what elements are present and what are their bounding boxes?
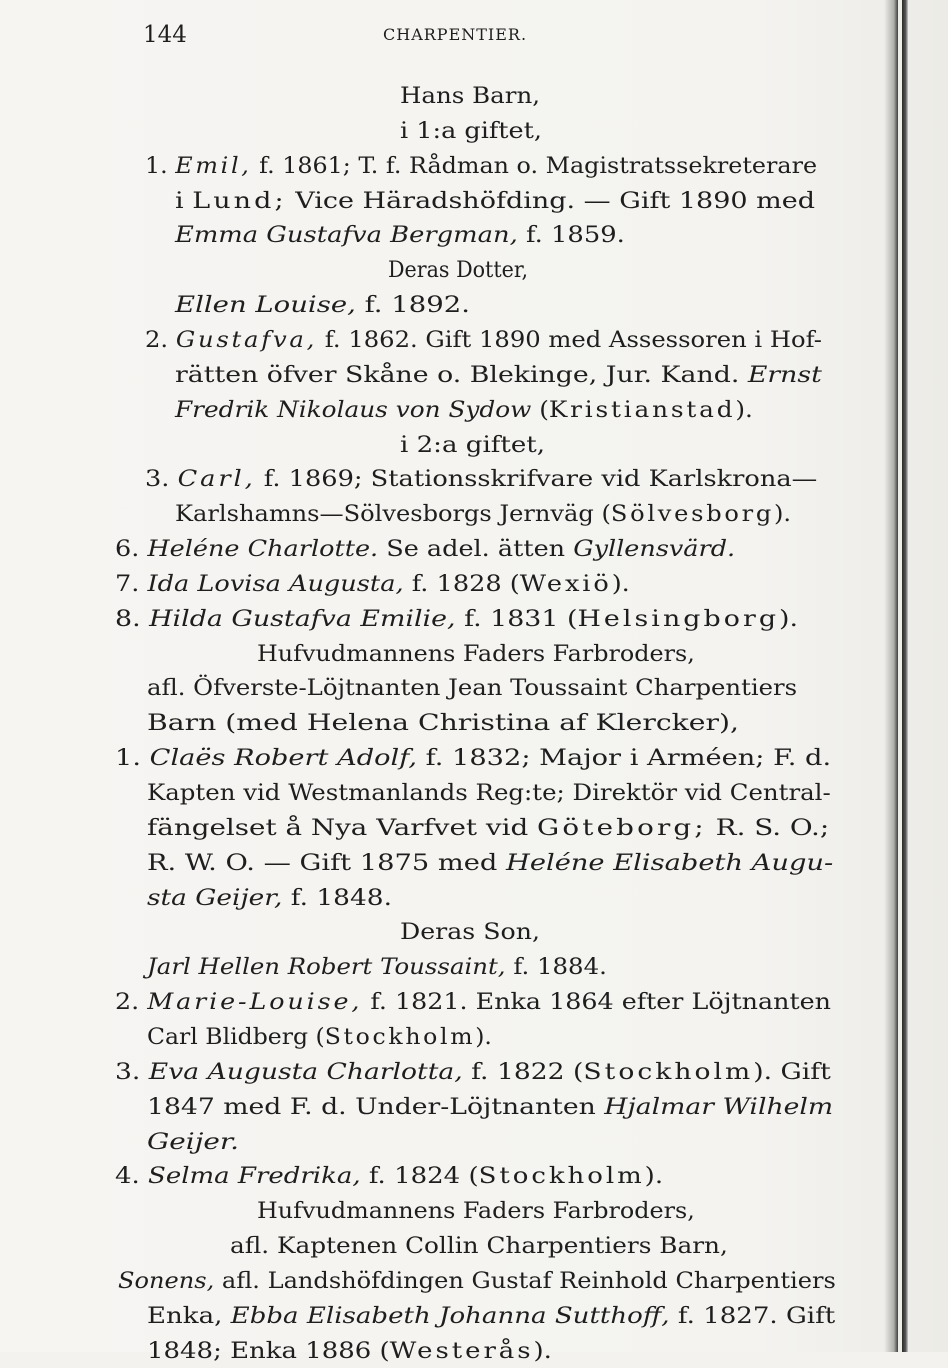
line-segment: Wexiö <box>519 571 612 597</box>
line-segment: f. 1884. <box>505 955 607 981</box>
line-segment: f. 1862. Gift 1890 med Assessoren i Hof- <box>317 327 822 353</box>
line-segment: Fredrik Nikolaus von Sydow <box>175 397 532 423</box>
line-segment: fängelset å Nya Varfvet vid <box>147 815 538 841</box>
line-segment: Helsingborg <box>577 606 780 632</box>
text-line <box>400 429 545 462</box>
text-line <box>257 1195 695 1228</box>
line-segment: Heléne Elisabeth Augu- <box>506 850 834 876</box>
line-segment: ). <box>611 571 630 597</box>
text-line <box>175 219 625 252</box>
line-segment: Ida Lovisa Augusta, <box>147 571 404 597</box>
text-line <box>115 1056 831 1089</box>
line-segment: Hans Barn, <box>400 84 541 109</box>
line-segment: Marie-Louise, <box>147 990 363 1016</box>
line-segment: f. 1824 ( <box>360 1164 479 1190</box>
text-line <box>147 951 607 984</box>
line-segment: ). <box>735 397 753 423</box>
text-line <box>147 812 829 845</box>
text-line <box>115 1160 663 1193</box>
text-line <box>400 115 542 148</box>
line-segment: i 2:a giftet, <box>400 432 546 458</box>
book-spine-edge <box>902 0 908 1352</box>
line-segment: Carl, <box>177 467 256 493</box>
line-segment: i 1:a giftet, <box>400 118 542 144</box>
line-segment: Deras Son, <box>400 920 541 946</box>
page-gutter-shadow <box>884 0 898 1352</box>
line-segment: Westerås <box>389 1338 534 1364</box>
line-segment: ). <box>533 1338 552 1364</box>
line-segment: afl. Kaptenen Collin Charpentiers Barn, <box>230 1234 728 1260</box>
text-line <box>115 742 831 775</box>
line-segment: 8. <box>115 606 150 632</box>
line-segment: f. 1832; Major i Arméen; F. d. <box>417 746 832 772</box>
line-segment: Carl Blidberg ( <box>147 1024 325 1050</box>
text-line <box>147 672 797 705</box>
line-segment: R. S. O.; <box>706 815 830 841</box>
line-segment: 1. <box>145 153 176 179</box>
text-line <box>147 1021 492 1054</box>
line-segment: Ebba Elisabeth Johanna Sutthoff, <box>230 1303 670 1329</box>
text-line <box>147 707 739 740</box>
line-segment: f. 1848. <box>282 885 392 911</box>
line-segment: 4. <box>115 1164 149 1190</box>
line-segment: Emma Gustafva Bergman, <box>175 223 518 249</box>
line-segment: R. W. O. — Gift 1875 med <box>147 850 507 876</box>
text-line <box>175 359 822 392</box>
line-segment: i <box>175 188 193 214</box>
line-segment: f. 1822 ( <box>462 1059 584 1085</box>
text-line <box>230 1230 728 1263</box>
line-segment: Kristianstad <box>548 397 736 423</box>
text-line <box>147 1091 833 1124</box>
text-line <box>175 185 815 218</box>
line-segment: f. 1861; T. f. Rådman o. Magistratssekreterare <box>251 153 818 179</box>
text-line <box>115 603 798 636</box>
line-segment: Selma Fredrika, <box>148 1164 361 1190</box>
line-segment: Gustafva, <box>175 327 318 353</box>
line-segment: Ernst <box>747 362 822 388</box>
line-segment: 1848; Enka 1886 ( <box>147 1338 390 1364</box>
line-segment: Stockholm <box>583 1059 754 1085</box>
line-segment: Sölvesborg <box>610 502 775 528</box>
text-line <box>145 324 822 357</box>
line-segment: Ellen Louise, <box>175 293 356 319</box>
line-segment: ). Gift <box>753 1059 831 1085</box>
text-line <box>147 1126 239 1159</box>
line-segment: Kapten vid Westmanlands Reg:te; Direktör vid Central- <box>147 781 831 806</box>
line-segment: Gyllensvärd. <box>573 537 736 563</box>
line-segment: Stockholm <box>324 1024 476 1050</box>
line-segment: 7. <box>115 571 148 597</box>
line-segment: f. 1827. Gift <box>669 1303 836 1329</box>
line-segment: 6. <box>115 537 148 563</box>
text-line <box>175 394 753 427</box>
line-segment: ). <box>774 502 792 528</box>
text-line <box>400 80 540 113</box>
page-number: 144 <box>143 22 187 48</box>
line-segment: 1847 med F. d. Under-Löjtnanten <box>147 1094 605 1120</box>
line-segment: Göteborg; <box>537 815 707 841</box>
line-segment: Hufvudmannens Faders Farbroders, <box>257 1199 695 1225</box>
line-segment: ). <box>644 1164 664 1190</box>
text-line <box>145 463 817 496</box>
text-line <box>147 777 831 810</box>
text-line <box>145 150 817 183</box>
line-segment: Jarl Hellen Robert Toussaint, <box>147 955 506 981</box>
text-line <box>147 847 833 880</box>
text-line <box>115 568 630 601</box>
line-segment: afl. Öfverste-Löjtnanten Jean Toussaint Charpentiers <box>147 676 798 702</box>
line-segment: 2. <box>145 327 176 353</box>
line-segment: Karlshamns—Sölvesborgs Jernväg ( <box>175 502 611 528</box>
line-segment: ). <box>779 606 799 632</box>
line-segment: Se adel. ätten <box>378 537 574 563</box>
line-segment: 3. <box>145 467 178 493</box>
line-segment: f. 1831 ( <box>455 606 578 632</box>
line-segment: ( <box>531 397 549 423</box>
line-segment: Sonens, <box>118 1268 215 1294</box>
line-segment: Hjalmar Wilhelm <box>604 1094 834 1120</box>
line-segment: Deras Dotter, <box>388 258 529 284</box>
line-segment: sta Geijer, <box>147 885 283 911</box>
line-segment: f. 1892. <box>355 293 471 319</box>
running-title: CHARPENTIER. <box>383 25 528 44</box>
text-line <box>175 498 791 531</box>
line-segment: Stockholm <box>478 1164 645 1190</box>
line-segment: Vice Häradshöfding. — Gift 1890 med <box>286 188 816 214</box>
text-line <box>115 986 831 1019</box>
line-segment: 1. <box>115 746 150 772</box>
text-line <box>257 638 695 671</box>
text-line <box>400 916 540 949</box>
line-segment: Geijer. <box>147 1129 240 1155</box>
line-segment: Heléne Charlotte. <box>147 537 379 563</box>
text-line <box>118 1265 836 1298</box>
line-segment: 2. <box>115 990 148 1016</box>
line-segment: Barn (med Helena Christina af Klercker), <box>147 711 740 737</box>
line-segment: rätten öfver Skåne o. Blekinge, Jur. Kand. <box>175 362 748 388</box>
line-segment: Lund; <box>192 188 287 214</box>
line-segment: f. 1869; Stationsskrifvare vid Karlskrona— <box>255 467 818 493</box>
text-line <box>147 1335 552 1368</box>
text-line <box>175 289 470 322</box>
line-segment: Claës Robert Adolf, <box>149 746 418 772</box>
line-segment: Enka, <box>147 1303 231 1329</box>
text-line <box>147 882 392 915</box>
line-segment: f. 1859. <box>517 223 625 249</box>
text-line <box>115 533 735 566</box>
line-segment: afl. Landshöfdingen Gustaf Reinhold Charpentiers <box>214 1268 836 1294</box>
line-segment: Emil, <box>175 153 252 179</box>
line-segment: Eva Augusta Charlotta, <box>148 1059 463 1085</box>
text-line <box>147 1300 835 1333</box>
line-segment: ). <box>475 1024 492 1050</box>
text-line <box>388 254 528 287</box>
line-segment: f. 1828 ( <box>403 571 520 597</box>
line-segment: Hufvudmannens Faders Farbroders, <box>257 641 695 667</box>
line-segment: 3. <box>115 1059 149 1085</box>
page-header <box>143 18 563 52</box>
line-segment: f. 1821. Enka 1864 efter Löjtnanten <box>362 990 832 1016</box>
line-segment: Hilda Gustafva Emilie, <box>149 606 456 632</box>
